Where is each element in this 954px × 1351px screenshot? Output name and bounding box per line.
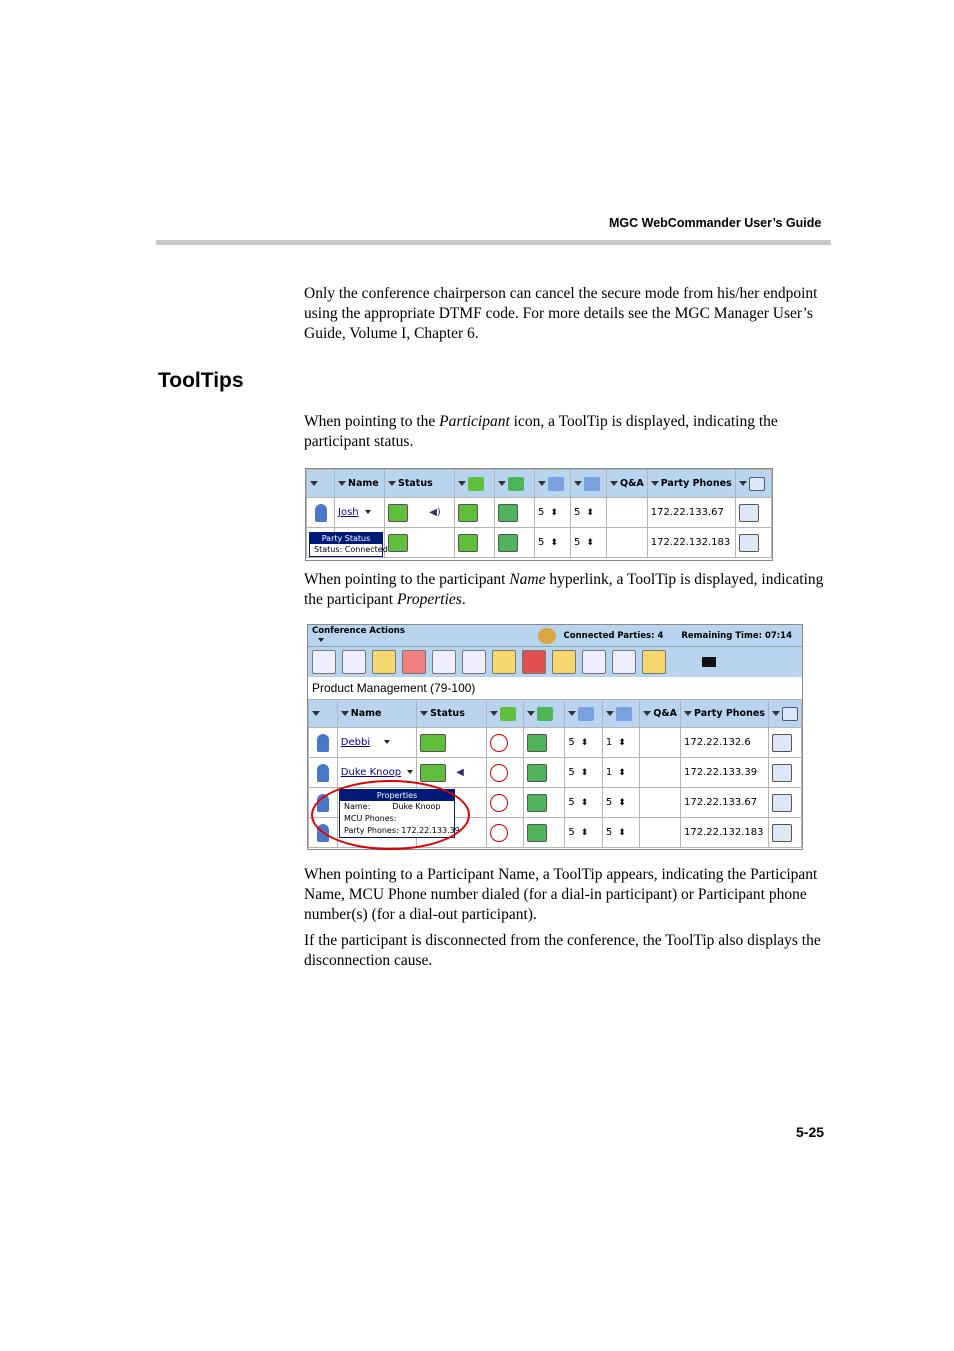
col-qa[interactable]: Q&A bbox=[653, 708, 677, 719]
spin-icon[interactable]: ⬍ bbox=[618, 768, 626, 778]
status-connected-icon[interactable] bbox=[420, 764, 446, 782]
col-name[interactable]: Name bbox=[350, 708, 382, 719]
chevron-down-icon[interactable] bbox=[407, 770, 413, 774]
participant-icon[interactable] bbox=[315, 504, 327, 522]
video-button-icon[interactable] bbox=[527, 824, 547, 842]
spin-icon[interactable]: ⬍ bbox=[580, 768, 589, 778]
sort-icon[interactable] bbox=[338, 481, 346, 486]
layout-icon[interactable] bbox=[642, 650, 666, 674]
table-row: 5 ⬍ 5 ⬍ 172.22.132.183 bbox=[307, 528, 772, 558]
multi-connect-icon[interactable] bbox=[772, 764, 792, 782]
participant-name-link[interactable]: Duke Knoop bbox=[340, 767, 402, 778]
sort-icon[interactable] bbox=[310, 481, 318, 486]
spin-icon[interactable]: ⬍ bbox=[550, 508, 558, 518]
multi-connect-icon[interactable] bbox=[772, 794, 792, 812]
participant-icon[interactable] bbox=[317, 734, 329, 752]
col-name[interactable]: Name bbox=[348, 478, 379, 489]
col-party-phones[interactable]: Party Phones bbox=[660, 478, 732, 489]
multi-connect-icon[interactable] bbox=[739, 534, 759, 552]
highlight-circle bbox=[311, 780, 470, 850]
table-header-row bbox=[309, 700, 802, 728]
chairperson-participant-icon[interactable] bbox=[317, 764, 329, 782]
video-screen-icon[interactable] bbox=[702, 657, 716, 667]
conference-title: Product Management (79-100) bbox=[312, 681, 476, 695]
table-row: Debbi 5 ⬍ 1 ⬍ 172.22.132.6 bbox=[309, 728, 802, 758]
table-row: 5 ⬍ 5 ⬍ 172.22.132.183 bbox=[309, 818, 802, 848]
mute-icon[interactable] bbox=[490, 734, 508, 752]
info-icon[interactable] bbox=[538, 628, 556, 644]
audio-button-icon[interactable] bbox=[458, 504, 478, 522]
clock-icon[interactable] bbox=[552, 650, 576, 674]
spin-icon[interactable]: ⬍ bbox=[580, 828, 589, 838]
mute-icon[interactable] bbox=[490, 824, 508, 842]
table-row: Duke Knoop ◀ 5 ⬍ 1 ⬍ 172.22.133.39 bbox=[309, 758, 802, 788]
volume-out-icon[interactable] bbox=[616, 707, 632, 721]
video-button-icon[interactable] bbox=[498, 534, 518, 552]
multi-connect-icon[interactable] bbox=[739, 504, 759, 522]
col-qa[interactable]: Q&A bbox=[620, 478, 644, 489]
multi-connect-icon[interactable] bbox=[749, 477, 765, 491]
chevron-down-icon[interactable] bbox=[365, 510, 371, 514]
intro-paragraph: Only the conference chairperson can cancel the secure mode from his/her endpoint using the appropriate DTMF code. For more details see the MGC Manager User’s Guide, Volume I, Chapter 6. bbox=[304, 285, 818, 342]
party-phone: 172.22.132.183 bbox=[680, 818, 768, 848]
audio-column-icon[interactable] bbox=[500, 707, 516, 721]
properties-tooltip: Properties Name: Duke Knoop MCU Phones: Party Phones: 172.22.133.39 bbox=[339, 789, 455, 838]
paragraph-disconnection: If the participant is disconnected from the conference, the ToolTip also displays the disconnection cause. bbox=[304, 932, 821, 969]
paragraph-participant-name: When pointing to a Participant Name, a ToolTip appears, indicating the Participant Name, MCU Phone number dialed (for a dial-in participant) or Participant phone number(s) (for a dial-out participant). bbox=[304, 866, 818, 923]
terminate-icon[interactable] bbox=[522, 650, 546, 674]
sort-icon[interactable] bbox=[388, 481, 396, 486]
add-participant-icon[interactable] bbox=[342, 650, 366, 674]
connected-parties: Connected Parties: 4 bbox=[563, 630, 664, 641]
status-connected-icon[interactable] bbox=[388, 504, 408, 522]
page-number: 5-25 bbox=[796, 1124, 825, 1140]
properties-tool-icon[interactable] bbox=[312, 650, 336, 674]
lock-icon[interactable] bbox=[372, 650, 396, 674]
party-phone: 172.22.132.6 bbox=[680, 728, 768, 758]
sort-icon[interactable] bbox=[341, 711, 349, 716]
party-status-tooltip: Party Status Status: Connected bbox=[309, 532, 383, 557]
video-button-icon[interactable] bbox=[527, 734, 547, 752]
hand-icon[interactable] bbox=[402, 650, 426, 674]
party-phone: 172.22.133.67 bbox=[647, 498, 735, 528]
party-phone: 172.22.133.67 bbox=[680, 788, 768, 818]
video-column-icon[interactable] bbox=[508, 477, 524, 491]
audio-button-icon[interactable] bbox=[458, 534, 478, 552]
participant-name-link[interactable]: Debbi bbox=[340, 737, 371, 748]
running-header: MGC WebCommander User’s Guide bbox=[609, 216, 822, 230]
col-status[interactable]: Status bbox=[430, 708, 465, 719]
toolbar bbox=[308, 647, 802, 677]
move-participant-icon[interactable] bbox=[432, 650, 456, 674]
video-button-icon[interactable] bbox=[527, 764, 547, 782]
conference-properties-screenshot bbox=[307, 624, 803, 850]
video-column-icon[interactable] bbox=[537, 707, 553, 721]
status-connected-icon[interactable] bbox=[388, 534, 408, 552]
volume-in-icon[interactable] bbox=[548, 477, 564, 491]
volume-in-icon[interactable] bbox=[578, 707, 594, 721]
conference-status-bar bbox=[308, 625, 802, 647]
sort-icon[interactable] bbox=[312, 711, 320, 716]
spin-icon[interactable]: ⬍ bbox=[586, 508, 594, 518]
video-button-icon[interactable] bbox=[527, 794, 547, 812]
col-party-phones[interactable]: Party Phones bbox=[693, 708, 765, 719]
mute-icon[interactable] bbox=[490, 794, 508, 812]
help-icon[interactable] bbox=[582, 650, 606, 674]
volume-out-icon[interactable] bbox=[584, 477, 600, 491]
participant-info-icon[interactable] bbox=[462, 650, 486, 674]
party-phone: 172.22.132.183 bbox=[647, 528, 735, 558]
conference-actions-menu[interactable]: Conference Actions bbox=[308, 626, 408, 646]
spin-icon[interactable]: ⬍ bbox=[580, 738, 589, 748]
multi-connect-icon[interactable] bbox=[772, 734, 792, 752]
mute-icon[interactable] bbox=[490, 764, 508, 782]
participant-name-link[interactable]: Josh bbox=[338, 507, 359, 518]
multi-connect-icon[interactable] bbox=[772, 824, 792, 842]
audio-column-icon[interactable] bbox=[468, 477, 484, 491]
speaker-icon: ◀) bbox=[429, 507, 441, 518]
speaker-icon: ◀ bbox=[456, 767, 464, 778]
spin-icon[interactable]: ⬍ bbox=[580, 798, 589, 808]
spin-icon[interactable]: ⬍ bbox=[618, 828, 626, 838]
status-connected-icon[interactable] bbox=[420, 734, 446, 752]
video-button-icon[interactable] bbox=[498, 504, 518, 522]
spin-icon[interactable]: ⬍ bbox=[550, 538, 558, 548]
table-row: 5 ⬍ 5 ⬍ 172.22.133.67 bbox=[309, 788, 802, 818]
sort-icon[interactable] bbox=[420, 711, 428, 716]
header-rule bbox=[156, 240, 831, 245]
paragraph-participant-icon: When pointing to the Participant icon, a ToolTip is displayed, indicating the participant status. bbox=[304, 413, 778, 450]
spin-icon[interactable]: ⬍ bbox=[618, 738, 626, 748]
paragraph-name-hyperlink: When pointing to the participant Name hyperlink, a ToolTip is displayed, indicating the participant Properties. bbox=[304, 571, 824, 608]
chairperson-icon[interactable] bbox=[492, 650, 516, 674]
table-row: Josh ◀) 5 ⬍ 5 ⬍ 172.22.133.67 bbox=[307, 498, 772, 528]
section-title: ToolTips bbox=[158, 369, 244, 392]
delete-participant-icon[interactable] bbox=[612, 650, 636, 674]
participant-status-screenshot bbox=[305, 468, 773, 561]
chevron-down-icon[interactable] bbox=[384, 740, 390, 744]
multi-connect-icon[interactable] bbox=[782, 707, 798, 721]
remaining-time: Remaining Time: 07:14 bbox=[681, 630, 792, 641]
spin-icon[interactable]: ⬍ bbox=[586, 538, 594, 548]
spin-icon[interactable]: ⬍ bbox=[618, 798, 626, 808]
col-status[interactable]: Status bbox=[398, 478, 433, 489]
party-phone: 172.22.133.39 bbox=[680, 758, 768, 788]
table-header-row bbox=[307, 470, 772, 498]
